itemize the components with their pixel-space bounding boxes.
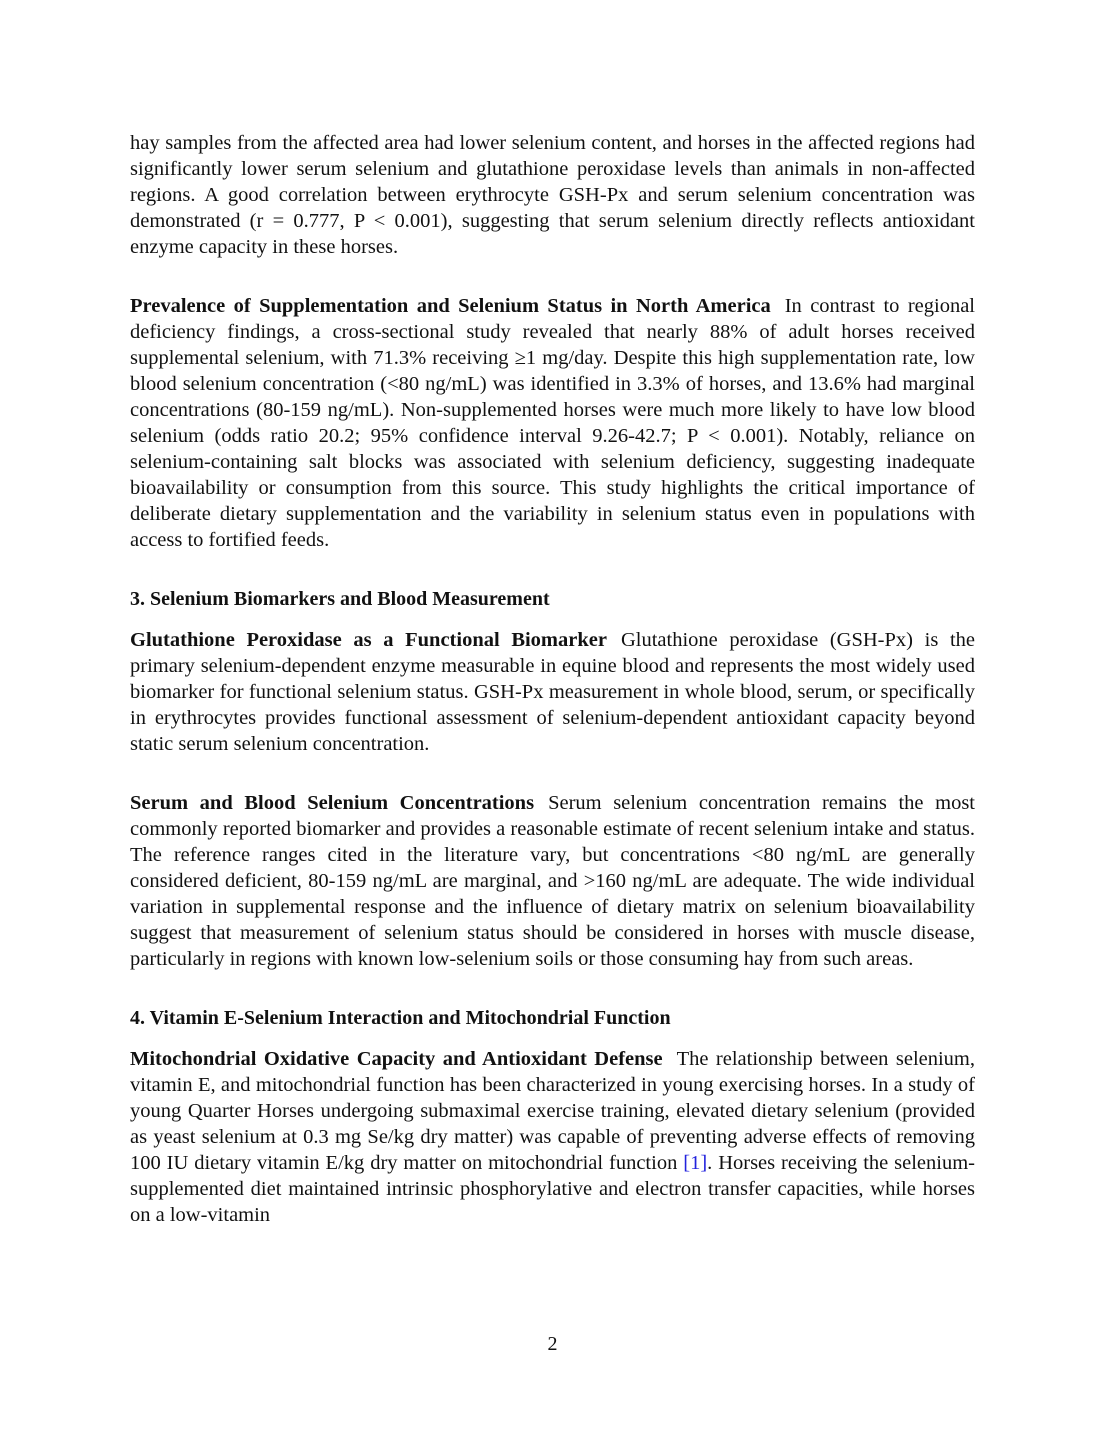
paragraph-serum-concentrations	[130, 790, 975, 972]
paragraph-regional-deficiency: hay samples from the affected area had lower selenium content, and horses in the affected regions had significantly lower serum selenium and glutathione peroxidase levels than animals in non-affected regions. A good correlation between erythrocyte GSH-Px and serum selenium concentration was demonstrated (r = 0.777, P < 0.001), suggesting that serum selenium directly reflects antioxidant enzyme capacity in these horses.	[130, 132, 975, 258]
citation-link[interactable]: [1]	[683, 1152, 708, 1174]
paragraph-heading: Glutathione Peroxidase as a Functional Biomarker	[130, 629, 607, 651]
paragraph-text: Serum selenium concentration remains the most commonly reported biomarker and provides a reasonable estimate of recent selenium intake and status. The reference ranges cited in the literature vary, but concentrations <80 ng/mL are generally considered deficient, 80-159 ng/mL are marginal, and >160 ng/mL are adequate. The wide individual variation in supplemental response and the influence of dietary matrix on selenium bioavailability suggest that measurement of selenium status should be considered in horses with muscle disease, particularly in regions with known low-selenium soils or those consuming hay from such areas.	[130, 792, 975, 970]
paragraph-supplementation-prevalence	[130, 293, 975, 553]
paragraph-gshpx-biomarker	[130, 627, 975, 757]
section-heading-4: 4. Vitamin E-Selenium Interaction and Mitochondrial Function	[130, 1007, 671, 1029]
page-number: 2	[547, 1333, 558, 1355]
paragraph-text-continued: . Horses receiving the selenium-supplemented diet maintained intrinsic phosphorylative and electron transfer capacities, while horses on a low-vitamin	[130, 1152, 975, 1226]
paragraph-text: The relationship between selenium, vitamin E, and mitochondrial function has been characterized in young exercising horses. In a study of young Quarter Horses undergoing submaximal exercise training, elevated dietary selenium (provided as yeast selenium at 0.3 mg Se/kg dry matter) was capable of preventing adverse effects of removing 100 IU dietary vitamin E/kg dry matter on mitochondrial function	[130, 1048, 975, 1174]
paragraph-mitochondrial-capacity	[130, 1046, 975, 1228]
page-body	[130, 130, 975, 1228]
section-heading-3: 3. Selenium Biomarkers and Blood Measurement	[130, 588, 550, 610]
paragraph-text: Glutathione peroxidase (GSH-Px) is the primary selenium-dependent enzyme measurable in equine blood and represents the most widely used biomarker for functional selenium status. GSH-Px measurement in whole blood, serum, or specifically in erythrocytes provides functional assessment of selenium-dependent antioxidant capacity beyond static serum selenium concentration.	[130, 629, 975, 755]
paragraph-heading: Mitochondrial Oxidative Capacity and Antioxidant Defense	[130, 1048, 663, 1070]
paragraph-heading: Prevalence of Supplementation and Selenium Status in North America	[130, 295, 771, 317]
paragraph-heading: Serum and Blood Selenium Concentrations	[130, 792, 535, 814]
paragraph-text: In contrast to regional deficiency findings, a cross-sectional study revealed that nearly 88% of adult horses received supplemental selenium, with 71.3% receiving ≥1 mg/day. Despite this high supplementation rate, low blood selenium concentration (<80 ng/mL) was identified in 3.3% of horses, and 13.6% had marginal concentrations (80-159 ng/mL). Non-supplemented horses were much more likely to have low blood selenium (odds ratio 20.2; 95% confidence interval 9.26-42.7; P < 0.001). Notably, reliance on selenium-containing salt blocks was associated with selenium deficiency, suggesting inadequate bioavailability or consumption from this source. This study highlights the critical importance of deliberate dietary supplementation and the variability in selenium status even in populations with access to fortified feeds.	[130, 295, 975, 551]
